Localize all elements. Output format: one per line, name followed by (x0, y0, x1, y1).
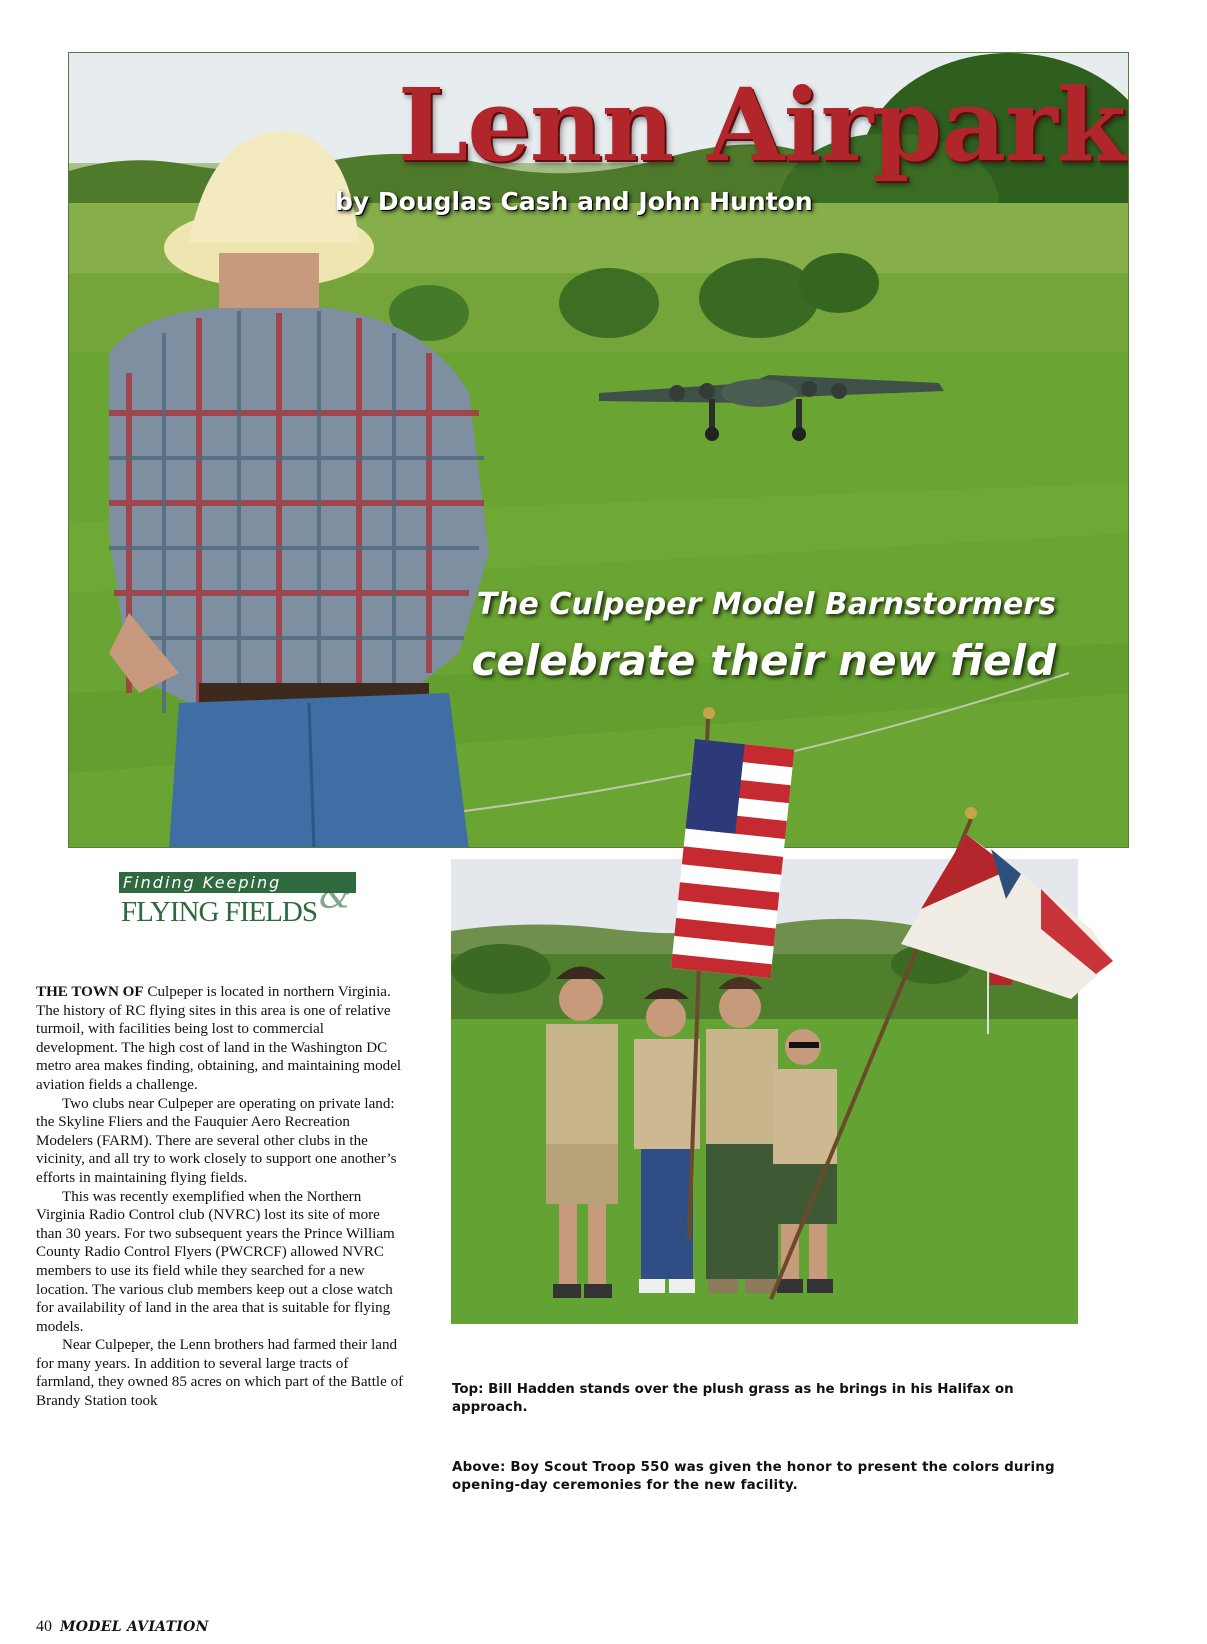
paragraph-1 (36, 983, 409, 1095)
scouts-photo (451, 859, 1078, 1324)
page-footer (36, 1618, 209, 1636)
department-logo-ampersand: & (319, 876, 352, 917)
page-number: 40 (36, 1618, 52, 1635)
department-logo-bottom: FLYING FIELDS (121, 896, 317, 928)
caption-above: Above: Boy Scout Troop 550 was given the honor to present the colors during opening-day ceremonies for the new facility. (452, 1460, 1055, 1493)
article-body (36, 983, 409, 1411)
byline: by Douglas Cash and John Hunton (335, 187, 813, 216)
magazine-name: MODEL AVIATION (60, 1619, 209, 1635)
department-logo (119, 872, 356, 928)
paragraph-4: Near Culpeper, the Lenn brothers had farmed their land for many years. In addition to several large tracts of farmland, they owned 85 acres on which part of the Battle of Brandy Station took (36, 1337, 404, 1410)
subtitle-line-2: celebrate their new field (471, 636, 1056, 685)
subtitle-line-1: The Culpeper Model Barnstormers (476, 587, 1056, 622)
department-logo-top: Finding Keeping (119, 872, 356, 893)
article-title: Lenn Airpark (397, 66, 1125, 184)
paragraph-1-text: Culpeper is located in northern Virginia. The history of RC flying sites in this area is one of relative turmoil, with facilities being lost to commercial development. The high cost of land in the Washington DC metro area makes finding, obtaining, and maintaining model aviation fields a challenge. (36, 984, 402, 1093)
lead-in: THE TOWN OF (36, 984, 144, 1000)
paragraph-3: This was recently exemplified when the Northern Virginia Radio Control club (NVRC) lost its site of more than 30 years. For two subsequent years the Prince William County Radio Control Flyers (PWCRCF) allowed NVRC members to use its field while they searched for a new location. The various club members keep out a close watch for availability of land in the area that is suitable for flying models. (36, 1188, 395, 1335)
paragraph-2: Two clubs near Culpeper are operating on private land: the Skyline Fliers and the Fauquier Aero Recreation Modelers (FARM). There are several other clubs in the vicinity, and all try to work closely to support one another’s efforts in maintaining flying fields. (36, 1095, 397, 1186)
flags-illustration (451, 699, 1151, 1319)
caption-top: Top: Bill Hadden stands over the plush grass as he brings in his Halifax on approach. (452, 1382, 1014, 1415)
